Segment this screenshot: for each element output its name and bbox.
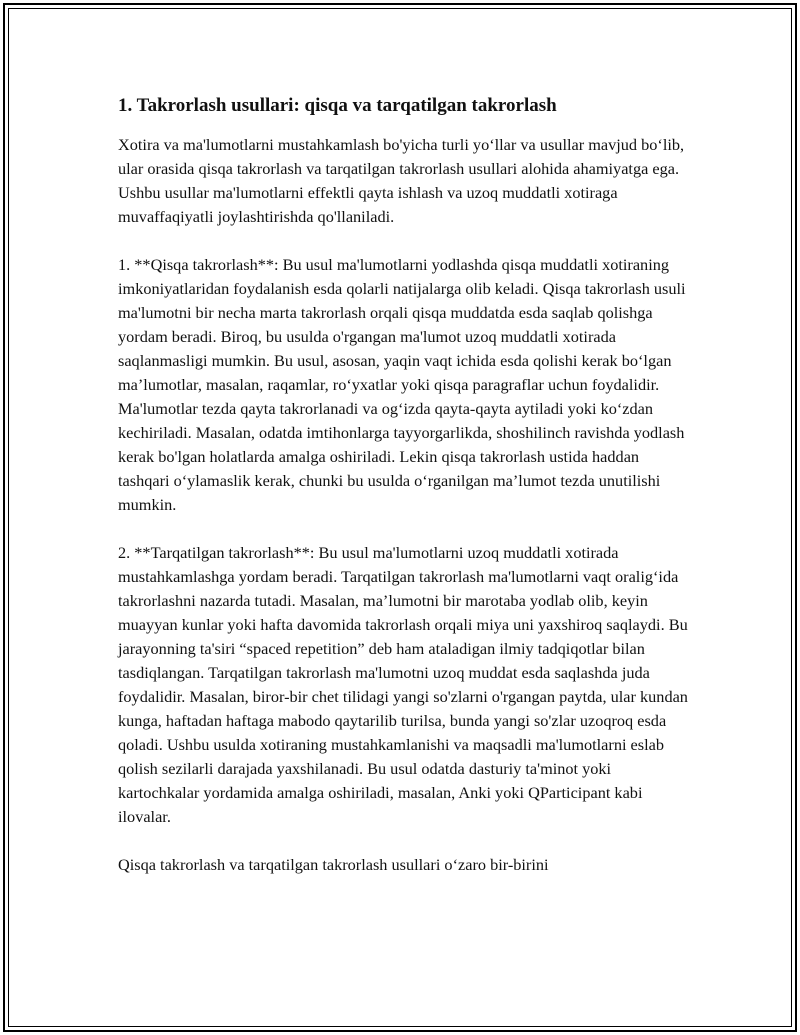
document-title: 1. Takrorlash usullari: qisqa va tarqatilgan takrorlash	[118, 95, 557, 116]
short-repetition-paragraph: 1. **Qisqa takrorlash**: Bu usul ma'lumotlarni yodlashda qisqa muddatli xotiraning imkoniyatlaridan foydalanish esda qolarli natijalarga olib keladi. Qisqa takrorlash usuli ma'lumotni bir necha marta takrorlash orqali qisqa muddatda esda saqlab qolishga yordam beradi. Biroq, bu usulda o'rgangan ma'lumot uzoq muddatli xotirada saqlanmasligi mumkin. Bu usul, asosan, yaqin vaqt ichida esda qolishi kerak bo‘lgan ma’lumotlar, masalan, raqamlar, ro‘yxatlar yoki qisqa paragraflar uchun foydalidir. Ma'lumotlar tezda qayta takrorlanadi va og‘izda qayta-qayta aytiladi yoki ko‘zdan kechiriladi. Masalan, odatda imtihonlarga tayyorgarlikda, shoshilinch ravishda yodlash kerak bo'lgan holatlarda amalga oshiriladi. Lekin qisqa takrorlash ustida haddan tashqari o‘ylamaslik kerak, chunki bu usulda o‘rganilgan ma’lumot tezda unutilishi mumkin.	[118, 255, 686, 514]
conclusion-paragraph: Qisqa takrorlash va tarqatilgan takrorlash usullari o‘zaro bir-birini	[118, 855, 549, 874]
spaced-repetition-paragraph: 2. **Tarqatilgan takrorlash**: Bu usul ma'lumotlarni uzoq muddatli xotirada mustahkamlashga yordam beradi. Tarqatilgan takrorlash ma'lumotlarni vaqt oralig‘ida takrorlashni nazarda tutadi. Masalan, ma’lumotni bir marotaba yodlab olib, keyin muayyan kunlar yoki hafta davomida takrorlash orqali miya uni yaxshiroq saqlaydi. Bu jarayonning ta'siri “spaced repetition” deb ham ataladigan ilmiy tadqiqotlar bilan tasdiqlangan. Tarqatilgan takrorlash ma'lumotni uzoq muddat esda saqlashda juda foydalidir. Masalan, biror-bir chet tilidagi yangi so'zlarni o'rgangan paytda, ular kundan kunga, haftadan haftaga mabodo qaytarilib turilsa, bunda yangi so'zlar uzoqroq esda qoladi. Ushbu usulda xotiraning mustahkamlanishi va maqsadli ma'lumotlarni eslab qolish sezilarli darajada yaxshilanadi. Bu usul odatda dasturiy ta'minot yoki kartochkalar yordamida amalga oshiriladi, masalan, Anki yoki QParticipant kabi ilovalar.	[118, 543, 688, 826]
document-body	[118, 94, 688, 877]
intro-paragraph: Xotira va ma'lumotlarni mustahkamlash bo'yicha turli yo‘llar va usullar mavjud bo‘lib, ular orasida qisqa takrorlash va tarqatilgan takrorlash usullari alohida ahamiyatga ega. Ushbu usullar ma'lumotlarni effektli qayta ishlash va uzoq muddatli xotiraga muvaffaqiyatli joylashtirishda qo'llaniladi.	[118, 135, 685, 226]
